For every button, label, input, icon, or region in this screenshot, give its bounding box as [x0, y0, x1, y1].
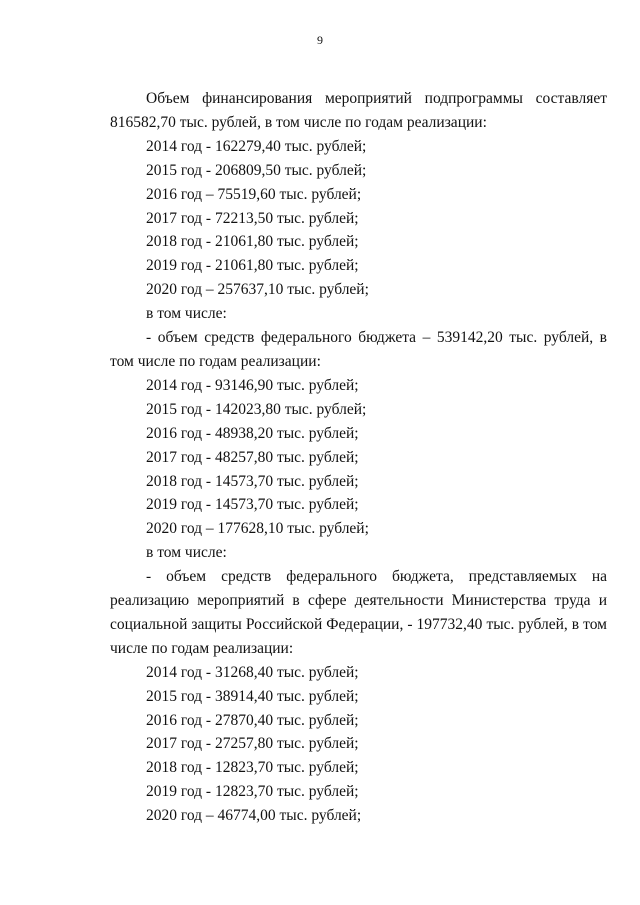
- ministry-year-2019: 2019 год - 12823,70 тыс. рублей;: [146, 783, 359, 801]
- ministry-funding-paragraph: - объем средств федерального бюджета, представляемых на реализацию мероприятий в сфере деятельности Министерства труда и социальной защиты Российской Федерации, - 197732,40 тыс. рублей, в том числе по годам реализации:: [110, 568, 607, 657]
- ministry-year-2014: 2014 год - 31268,40 тыс. рублей;: [146, 663, 359, 681]
- ministry-year-2015: 2015 год - 38914,40 тыс. рублей;: [146, 687, 359, 705]
- federal-year-2020: 2020 год – 177628,10 тыс. рублей;: [146, 520, 369, 538]
- federal-year-2015: 2015 год - 142023,80 тыс. рублей;: [146, 400, 367, 418]
- page-number: 9: [317, 33, 323, 47]
- federal-year-2017: 2017 год - 48257,80 тыс. рублей;: [146, 448, 359, 466]
- ministry-year-2016: 2016 год - 27870,40 тыс. рублей;: [146, 711, 359, 729]
- including-label: в том числе:: [146, 544, 227, 562]
- total-year-2014: 2014 год - 162279,40 тыс. рублей;: [146, 137, 367, 155]
- federal-funding-paragraph: - объем средств федерального бюджета – 539142,20 тыс. рублей, в том числе по годам реализации:: [110, 329, 607, 370]
- ministry-year-2018: 2018 год - 12823,70 тыс. рублей;: [146, 759, 359, 777]
- federal-year-2019: 2019 год - 14573,70 тыс. рублей;: [146, 496, 359, 514]
- total-year-2020: 2020 год – 257637,10 тыс. рублей;: [146, 281, 369, 299]
- federal-year-2014: 2014 год - 93146,90 тыс. рублей;: [146, 376, 359, 394]
- total-funding-paragraph: Объем финансирования мероприятий подпрограммы составляет 816582,70 тыс. рублей, в том числе по годам реализации:: [110, 90, 607, 131]
- ministry-year-2020: 2020 год – 46774,00 тыс. рублей;: [146, 807, 362, 825]
- total-year-2015: 2015 год - 206809,50 тыс. рублей;: [146, 161, 367, 179]
- including-label: в том числе:: [146, 305, 227, 323]
- total-year-2018: 2018 год - 21061,80 тыс. рублей;: [146, 233, 359, 251]
- federal-year-2018: 2018 год - 14573,70 тыс. рублей;: [146, 472, 359, 490]
- total-year-2017: 2017 год - 72213,50 тыс. рублей;: [146, 209, 359, 227]
- total-year-2019: 2019 год - 21061,80 тыс. рублей;: [146, 257, 359, 275]
- total-year-2016: 2016 год – 75519,60 тыс. рублей;: [146, 185, 362, 203]
- document-body: [110, 87, 607, 828]
- ministry-year-2017: 2017 год - 27257,80 тыс. рублей;: [146, 735, 359, 753]
- federal-year-2016: 2016 год - 48938,20 тыс. рублей;: [146, 424, 359, 442]
